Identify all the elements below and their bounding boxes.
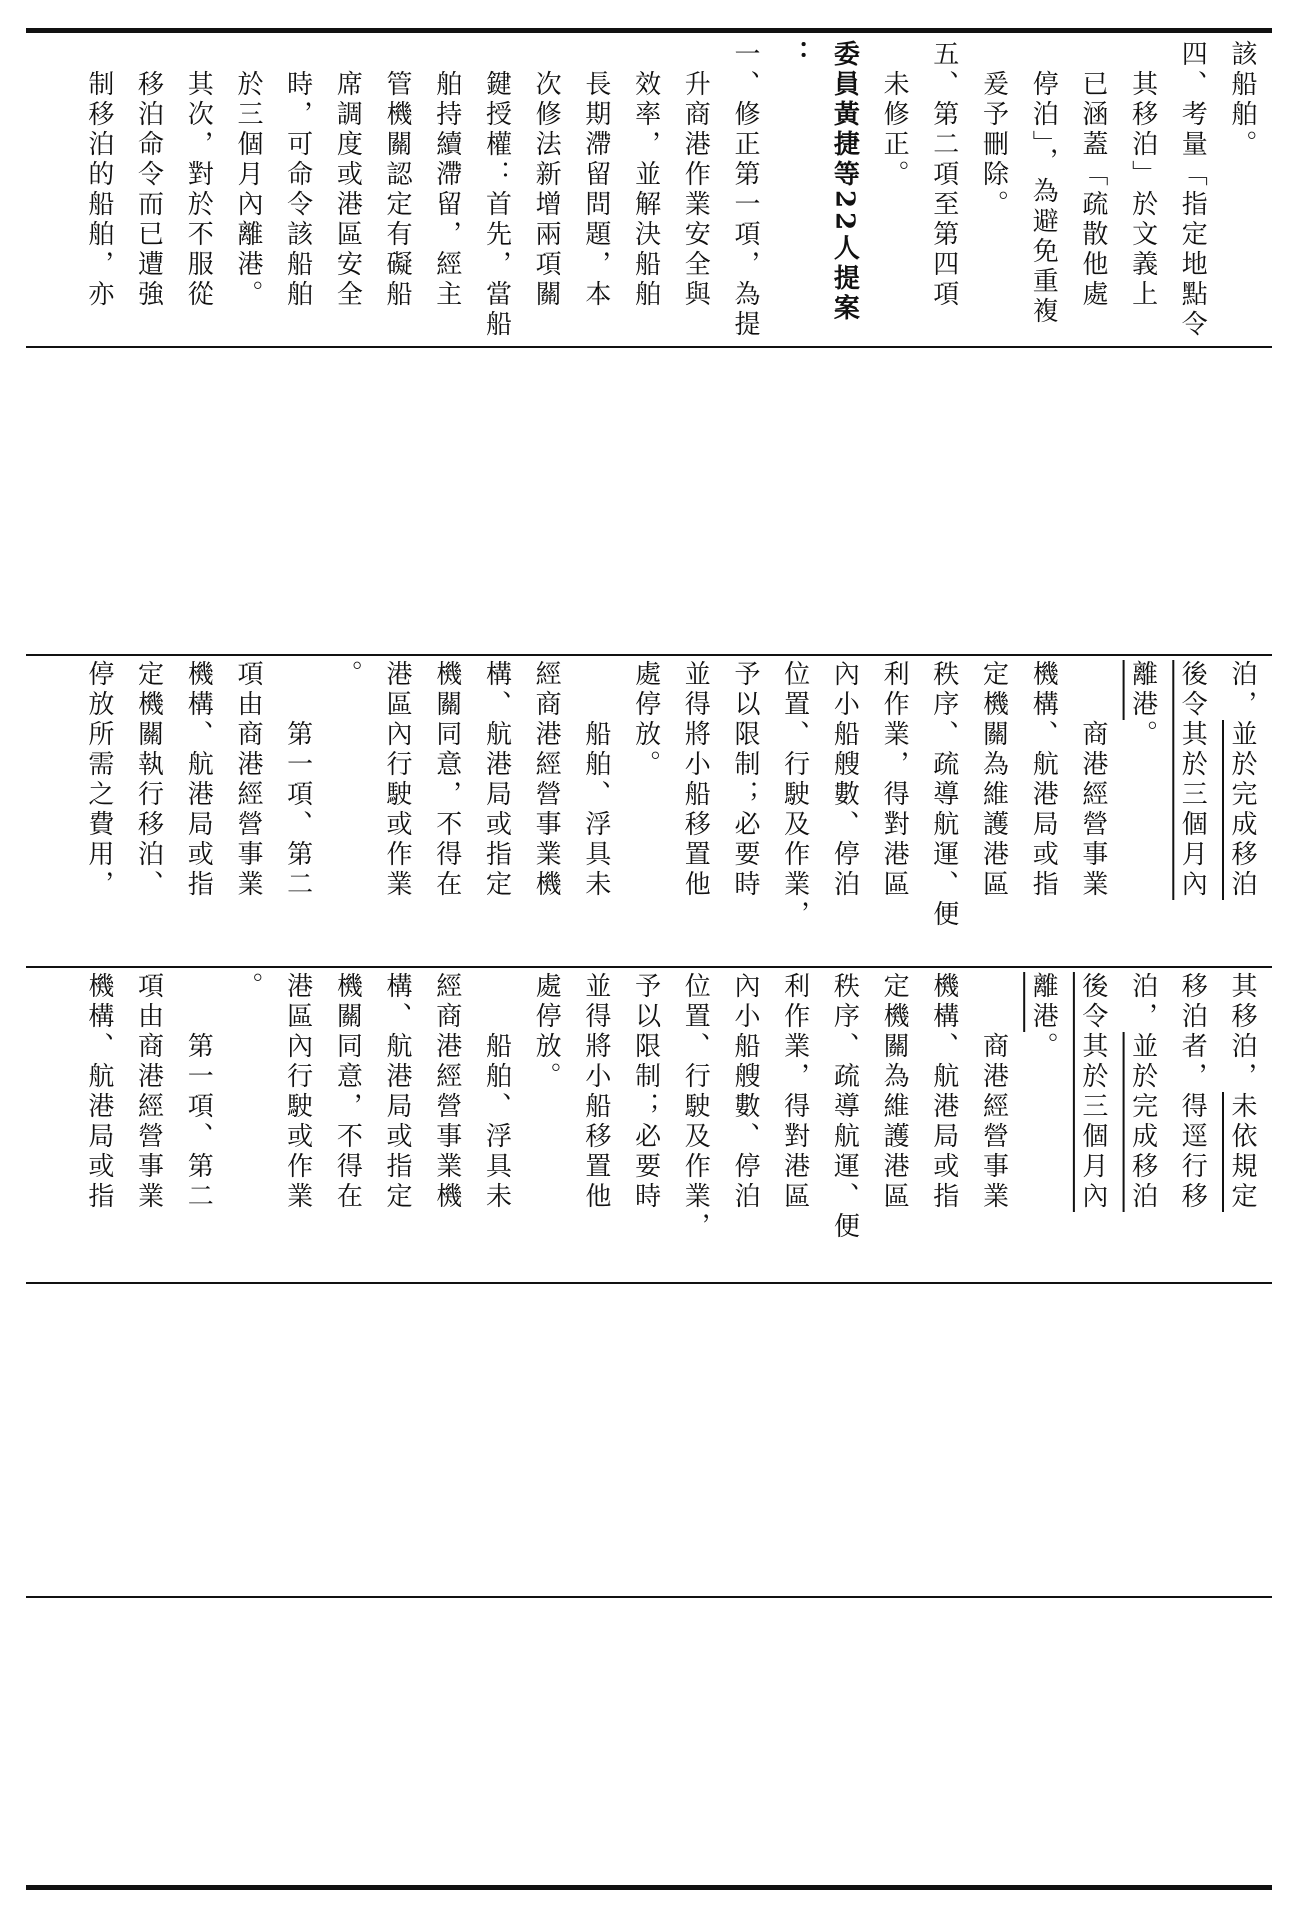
text-column [670, 660, 720, 900]
text-column [1167, 972, 1217, 1212]
text-column [1216, 972, 1266, 1212]
text-column [222, 40, 272, 310]
text-segment: 管機關認定有礙船 [382, 70, 413, 310]
text-column [1117, 660, 1167, 750]
row-divider [26, 966, 1272, 968]
text-segment: 利作業，得對港區 [779, 972, 810, 1212]
text-segment: 船舶、浮具未 [580, 720, 611, 900]
underlined-text: 並於完成移泊 [1227, 720, 1257, 900]
text-segment: 未修正。 [879, 70, 910, 190]
text-segment: 停放所需之費用， [83, 660, 114, 900]
text-column [719, 40, 769, 340]
text-column [1067, 660, 1117, 900]
text-column [819, 40, 869, 324]
text-segment: 構、航港局或指定 [481, 660, 512, 900]
text-segment: 一、修正第一項，為提 [729, 40, 760, 340]
text-column [968, 660, 1018, 900]
text-segment: 四、考量「指定地點令 [1177, 40, 1208, 340]
text-column [769, 40, 819, 70]
text-segment: ： [779, 40, 810, 70]
text-column [570, 972, 620, 1212]
underlined-text: 離港 [1028, 972, 1059, 1032]
text-segment: 經商港經營事業機 [531, 660, 562, 900]
text-column [123, 660, 173, 900]
text-column [272, 40, 322, 310]
text-column [173, 972, 223, 1212]
text-segment: 商港經營事業 [1077, 720, 1108, 900]
text-column [719, 972, 769, 1212]
underlined-text: 後令其於三個月內 [1077, 972, 1108, 1212]
text-column [123, 972, 173, 1212]
text-segment: 委員黃捷等22人提案 [829, 40, 860, 325]
text-column [73, 660, 123, 900]
current-text-cell [30, 972, 1266, 1272]
text-segment: 內小船艘數、停泊 [829, 660, 860, 900]
text-segment: 內小船艘數、停泊 [729, 972, 760, 1212]
text-segment: 港區內行駛或作業 [282, 972, 313, 1212]
text-segment: 構、航港局或指定 [382, 972, 413, 1212]
text-column [670, 40, 720, 310]
text-segment: 移泊者，得逕行移 [1177, 972, 1208, 1212]
text-column [719, 660, 769, 900]
row-divider [26, 1282, 1272, 1284]
text-segment: 長期滯留問題，本 [580, 70, 611, 310]
text-segment: 其移泊」於文義上 [1127, 70, 1158, 310]
text-segment: 效率，並解決船舶 [630, 70, 661, 310]
text-column [670, 972, 720, 1242]
text-column [322, 660, 372, 690]
text-segment: 其移泊， [1227, 972, 1257, 1092]
text-column [1117, 972, 1167, 1212]
bottom-border-rule [26, 1885, 1272, 1890]
text-column [1167, 660, 1217, 900]
text-segment: 機關同意，不得在 [431, 660, 462, 900]
text-segment: 項由商港經營事業 [232, 660, 263, 900]
text-column [421, 660, 471, 900]
text-segment: 利作業，得對港區 [879, 660, 910, 900]
text-segment: 爰予刪除。 [978, 70, 1009, 220]
text-column [819, 972, 869, 1242]
text-column [868, 972, 918, 1212]
text-segment: 機構、航港局或指 [83, 972, 114, 1212]
text-segment: 。 [1028, 1032, 1059, 1062]
text-segment: 該船舶。 [1227, 40, 1257, 160]
text-column [520, 40, 570, 310]
text-column [769, 660, 819, 930]
text-segment: 處停放。 [630, 660, 661, 780]
text-segment: 港區內行駛或作業 [382, 660, 413, 900]
text-segment: 五、第二項至第四項 [928, 40, 959, 310]
text-segment: 。 [1127, 720, 1158, 750]
text-column [1067, 40, 1117, 310]
text-column [73, 972, 123, 1212]
text-column [968, 972, 1018, 1212]
top-border-rule [26, 28, 1272, 33]
text-segment: 移泊命令而已遭強 [133, 70, 164, 310]
underlined-text: 後令其於三個月內 [1177, 660, 1208, 900]
text-column [1216, 660, 1266, 900]
text-segment: 機構、航港局或指 [183, 660, 214, 900]
text-segment: 時，可命令該船舶 [282, 70, 313, 310]
text-column [1067, 972, 1117, 1212]
text-column [918, 660, 968, 930]
text-column [769, 972, 819, 1212]
row-divider [26, 1596, 1272, 1598]
text-segment: 處停放。 [531, 972, 562, 1092]
text-segment: 機關同意，不得在 [332, 972, 363, 1212]
text-segment: 機構、航港局或指 [1028, 660, 1059, 900]
text-column [471, 660, 521, 900]
text-column [570, 660, 620, 900]
text-segment: 制移泊的船舶，亦 [83, 70, 114, 310]
text-segment: 予以限制；必要時 [630, 972, 661, 1212]
text-segment: 泊， [1127, 972, 1158, 1032]
text-segment: 於三個月內離港。 [232, 70, 263, 310]
text-segment: 定機關為維護港區 [978, 660, 1009, 900]
text-segment: 升商港作業安全與 [680, 70, 711, 310]
row-divider [26, 654, 1272, 656]
text-segment: 並得將小船移置他 [680, 660, 711, 900]
text-column [173, 660, 223, 900]
text-column [819, 660, 869, 900]
text-column [968, 40, 1018, 220]
text-column [272, 660, 322, 900]
text-column [1216, 40, 1266, 160]
text-segment: 經商港經營事業機 [431, 972, 462, 1212]
text-segment: 停泊」，為避免重複 [1028, 70, 1059, 327]
text-segment: 位置、行駛及作業， [779, 660, 810, 930]
text-segment: 舶持續滯留，經主 [431, 70, 462, 310]
text-segment: 次修法新增兩項關 [531, 70, 562, 310]
text-column [421, 972, 471, 1212]
text-segment: 機構、航港局或指 [928, 972, 959, 1212]
text-segment: 商港經營事業 [978, 1032, 1009, 1212]
text-column [620, 660, 670, 780]
text-segment: 第一項、第二 [183, 1032, 214, 1212]
text-column [620, 972, 670, 1212]
text-segment: 鍵授權：首先，當船 [481, 70, 512, 340]
text-column [471, 972, 521, 1212]
text-column [868, 40, 918, 190]
text-column [173, 40, 223, 310]
text-column [73, 40, 123, 310]
amended-text-cell [30, 660, 1266, 960]
text-column [918, 972, 968, 1212]
text-segment: 並得將小船移置他 [580, 972, 611, 1212]
text-segment: 定機關執行移泊、 [133, 660, 164, 900]
text-column [1017, 660, 1067, 900]
text-segment: 秩序、疏導航運、便 [829, 972, 860, 1242]
text-segment: 泊， [1227, 660, 1257, 720]
text-column [322, 972, 372, 1212]
row-divider [26, 346, 1272, 348]
text-column [421, 40, 471, 310]
text-segment: 席調度或港區安全 [332, 70, 363, 310]
text-segment: 位置、行駛及作業， [680, 972, 711, 1242]
text-segment: 予以限制；必要時 [729, 660, 760, 900]
text-segment: 秩序、疏導航運、便 [928, 660, 959, 930]
text-column [1017, 40, 1067, 327]
text-column [222, 660, 272, 900]
text-column [471, 40, 521, 340]
text-segment: 已涵蓋「疏散他處 [1077, 70, 1108, 310]
text-column [222, 972, 272, 1002]
text-segment: 第一項、第二 [282, 720, 313, 900]
text-segment: 。 [332, 660, 363, 690]
underlined-text: 未依規定 [1227, 1092, 1257, 1212]
underlined-text: 並於完成移泊 [1127, 1032, 1158, 1212]
text-column [1017, 972, 1067, 1062]
text-segment: 定機關為維護港區 [879, 972, 910, 1212]
text-segment: 。 [232, 972, 263, 1002]
text-column [570, 40, 620, 310]
text-column [123, 40, 173, 310]
text-segment: 其次，對於不服從 [183, 70, 214, 310]
text-column [620, 40, 670, 310]
text-segment: 項由商港經營事業 [133, 972, 164, 1212]
underlined-text: 離港 [1127, 660, 1158, 720]
text-column [868, 660, 918, 900]
text-column [371, 660, 421, 900]
text-column [272, 972, 322, 1212]
blank-cell [30, 1292, 1266, 1592]
text-column [371, 972, 421, 1212]
text-column [1117, 40, 1167, 310]
text-column [322, 40, 372, 310]
rationale-cell [30, 40, 1266, 340]
text-segment: 船舶、浮具未 [481, 1032, 512, 1212]
text-column [520, 972, 570, 1092]
text-column [1167, 40, 1217, 340]
text-column [520, 660, 570, 900]
text-column [918, 40, 968, 310]
text-column [371, 40, 421, 310]
